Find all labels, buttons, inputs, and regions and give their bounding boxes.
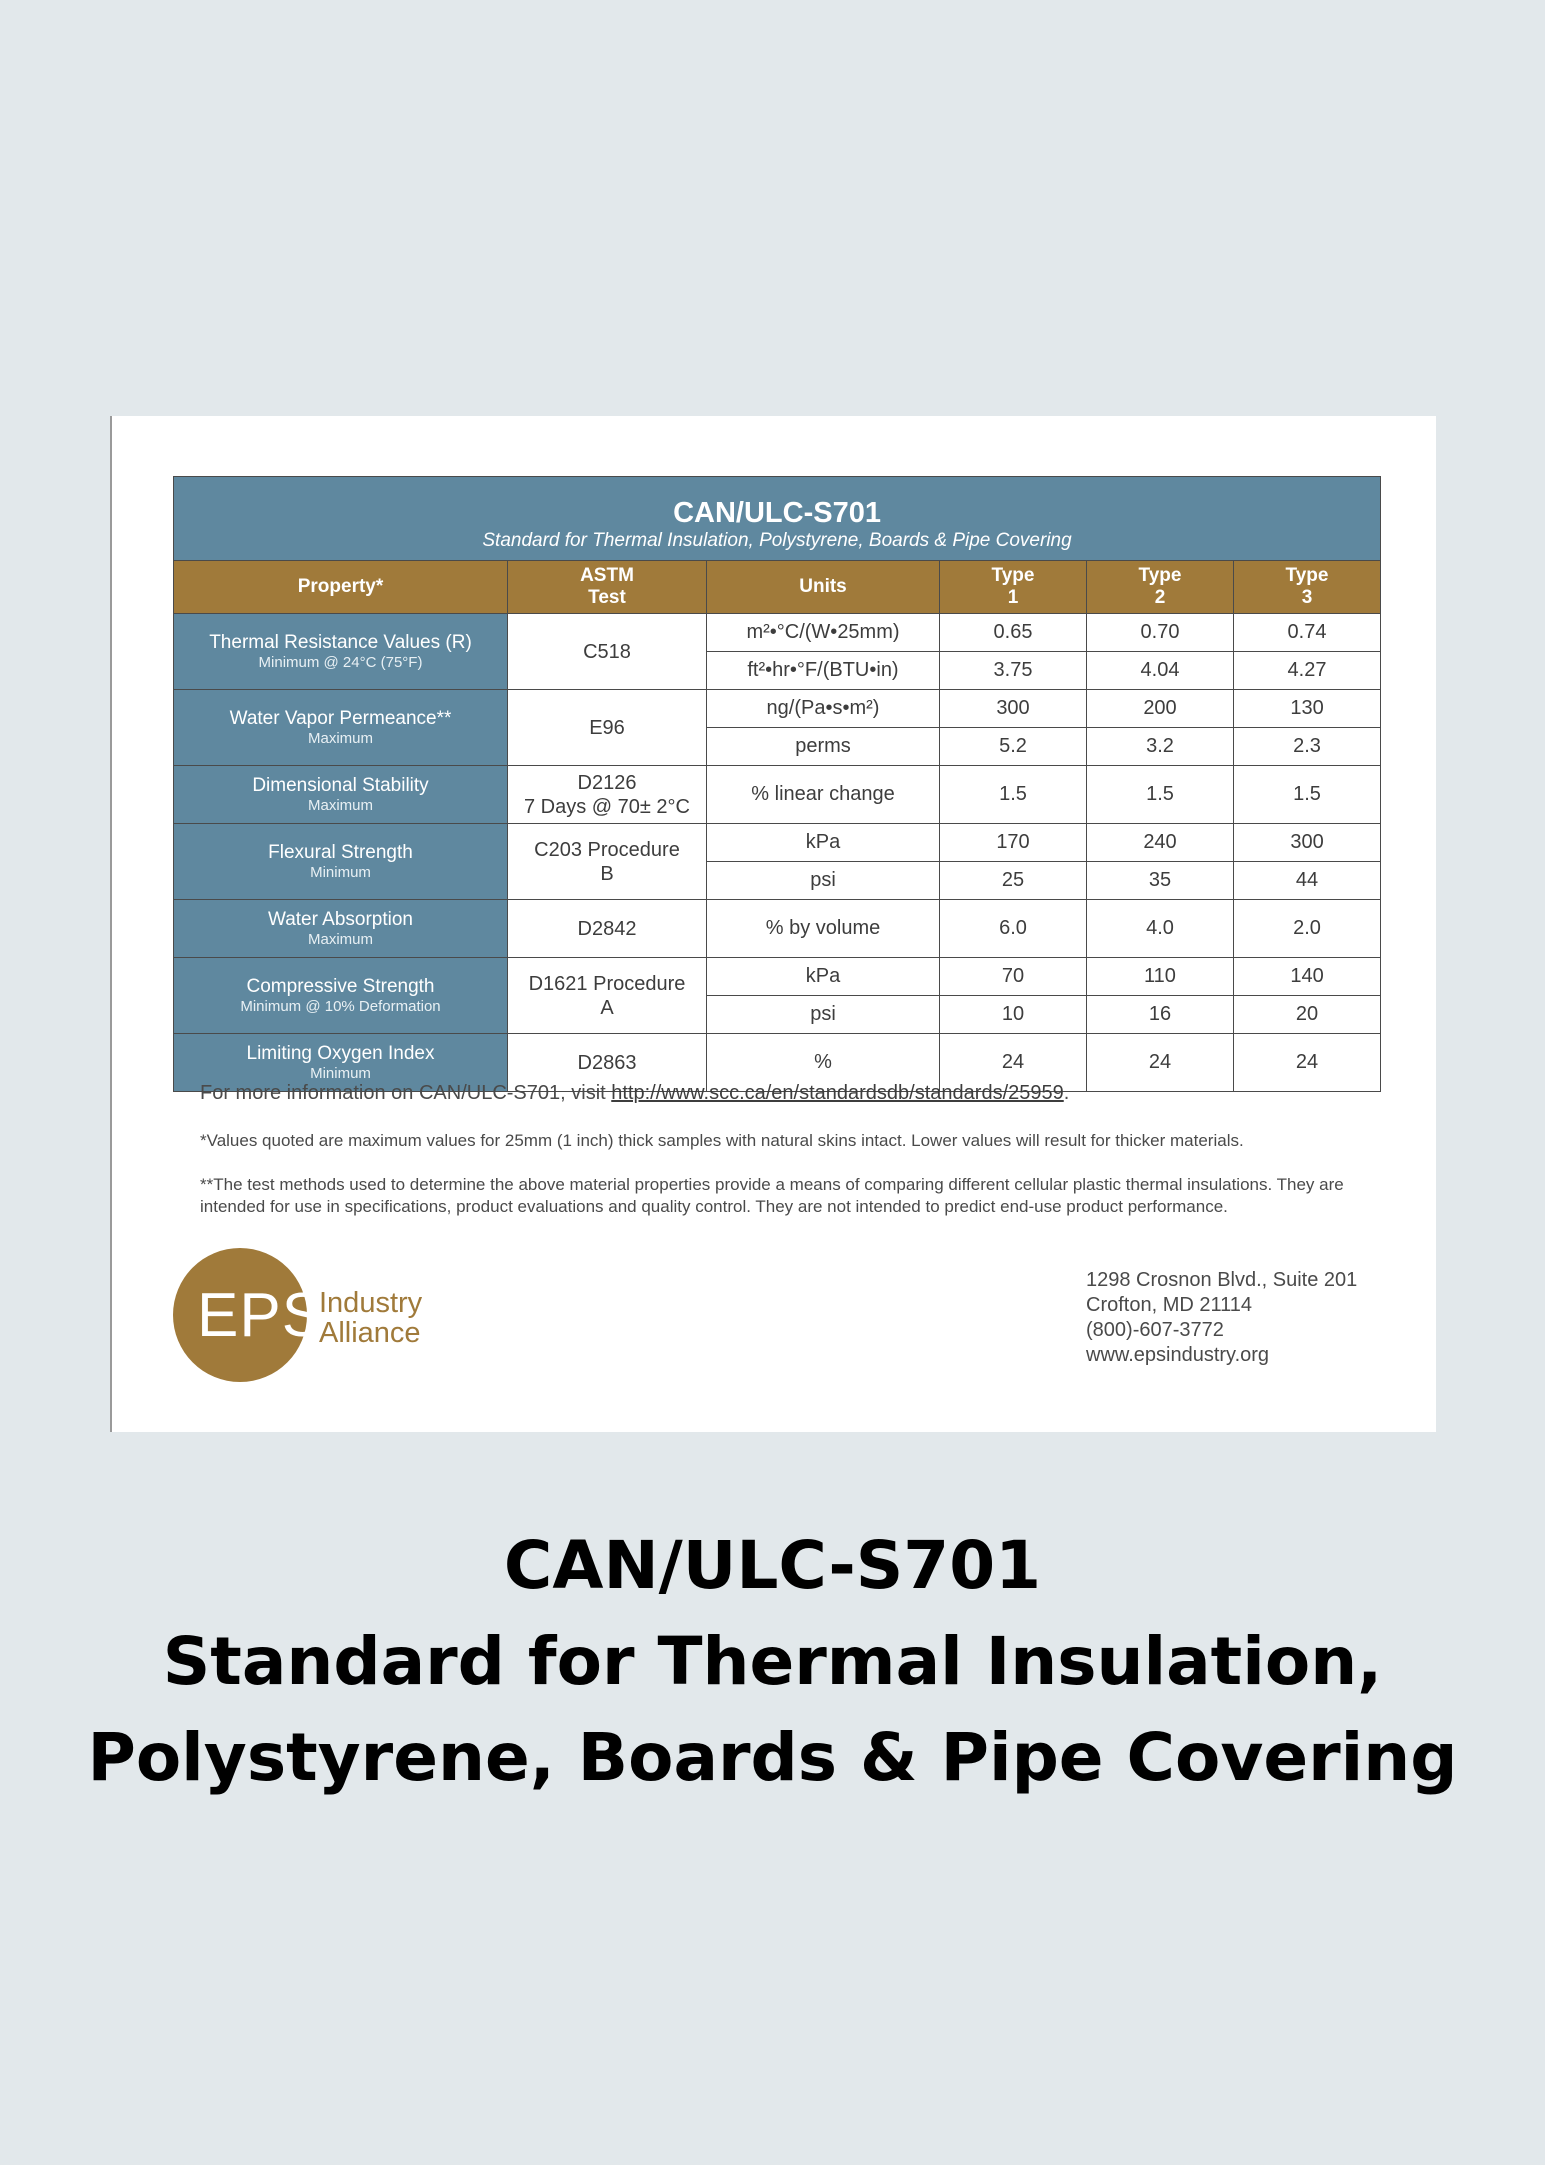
value-cell: 0.65 bbox=[940, 614, 1087, 652]
property-cell-thermal bbox=[174, 614, 508, 690]
caption-line3: Polystyrene, Boards & Pipe Covering bbox=[87, 1719, 1458, 1796]
astm-cell: E96 bbox=[508, 690, 707, 766]
astm-cell bbox=[508, 824, 707, 900]
astm-cell bbox=[508, 958, 707, 1034]
value-cell: 6.0 bbox=[940, 900, 1087, 958]
astm-line2: A bbox=[600, 996, 614, 1019]
property-qualifier: Maximum bbox=[307, 931, 373, 948]
header-type2 bbox=[1087, 561, 1234, 614]
property-qualifier: Minimum bbox=[310, 1065, 371, 1082]
table-banner bbox=[174, 477, 1381, 561]
units-cell: kPa bbox=[707, 824, 940, 862]
units-cell: % bbox=[707, 1034, 940, 1092]
units-cell: psi bbox=[707, 862, 940, 900]
value-cell: 5.2 bbox=[940, 728, 1087, 766]
table-row bbox=[174, 690, 1381, 728]
page-caption bbox=[0, 1518, 1545, 1806]
more-info-prefix: For more information on CAN/ULC-S701, visit bbox=[200, 1082, 612, 1104]
header-type3-line2: 3 bbox=[1301, 587, 1313, 608]
more-info-suffix: . bbox=[1063, 1082, 1070, 1104]
value-cell: 4.0 bbox=[1087, 900, 1234, 958]
astm-line2: B bbox=[600, 862, 614, 885]
more-info-line bbox=[200, 1082, 1069, 1105]
units-cell: kPa bbox=[707, 958, 940, 996]
header-type3 bbox=[1234, 561, 1381, 614]
header-type1-line2: 1 bbox=[1007, 587, 1019, 608]
value-cell: 300 bbox=[1234, 824, 1381, 862]
table-row bbox=[174, 824, 1381, 862]
property-qualifier: Maximum bbox=[307, 730, 373, 747]
header-astm-line1: ASTM bbox=[580, 565, 634, 586]
astm-line1: C203 Procedure bbox=[534, 838, 680, 861]
header-type2-line1: Type bbox=[1138, 565, 1182, 586]
units-cell: % by volume bbox=[707, 900, 940, 958]
units-cell: % linear change bbox=[707, 766, 940, 824]
address-city: Crofton, MD 21114 bbox=[1086, 1294, 1253, 1316]
property-name: Water Absorption bbox=[267, 909, 414, 930]
astm-line1: D1621 Procedure bbox=[528, 972, 686, 995]
table-row bbox=[174, 614, 1381, 652]
property-name: Water Vapor Permeance** bbox=[229, 708, 452, 729]
property-qualifier: Minimum @ 10% Deformation bbox=[240, 998, 441, 1015]
value-cell: 0.70 bbox=[1087, 614, 1234, 652]
property-cell-flexural bbox=[174, 824, 508, 900]
header-astm-line2: Test bbox=[588, 587, 626, 608]
value-cell: 110 bbox=[1087, 958, 1234, 996]
value-cell: 300 bbox=[940, 690, 1087, 728]
property-qualifier: Maximum bbox=[307, 797, 373, 814]
property-name: Thermal Resistance Values (R) bbox=[209, 632, 472, 653]
address-web: www.epsindustry.org bbox=[1086, 1344, 1270, 1366]
astm-line2: 7 Days @ 70± 2°C bbox=[523, 795, 690, 818]
units-cell: perms bbox=[707, 728, 940, 766]
property-name: Flexural Strength bbox=[268, 842, 413, 863]
footnote-values: *Values quoted are maximum values for 25mm (1 inch) thick samples with natural skins intact. Lower values will result for thicker materials. bbox=[200, 1131, 1244, 1150]
property-name: Dimensional Stability bbox=[252, 775, 429, 796]
header-property: Property* bbox=[174, 561, 508, 614]
value-cell: 3.2 bbox=[1087, 728, 1234, 766]
logo-line2: Alliance bbox=[319, 1317, 421, 1349]
address-phone: (800)-607-3772 bbox=[1086, 1319, 1224, 1341]
value-cell: 2.3 bbox=[1234, 728, 1381, 766]
table-header-row bbox=[174, 561, 1381, 614]
table-row bbox=[174, 766, 1381, 824]
address-block bbox=[1086, 1268, 1357, 1368]
value-cell: 1.5 bbox=[1087, 766, 1234, 824]
property-cell-vapor bbox=[174, 690, 508, 766]
table-row bbox=[174, 958, 1381, 996]
property-cell-absorption bbox=[174, 900, 508, 958]
header-type1-line1: Type bbox=[991, 565, 1035, 586]
value-cell: 140 bbox=[1234, 958, 1381, 996]
value-cell: 25 bbox=[940, 862, 1087, 900]
units-cell: psi bbox=[707, 996, 940, 1034]
value-cell: 0.74 bbox=[1234, 614, 1381, 652]
astm-cell: D2842 bbox=[508, 900, 707, 958]
value-cell: 24 bbox=[940, 1034, 1087, 1092]
value-cell: 16 bbox=[1087, 996, 1234, 1034]
address-street: 1298 Crosnon Blvd., Suite 201 bbox=[1086, 1269, 1358, 1291]
value-cell: 10 bbox=[940, 996, 1087, 1034]
header-type3-line1: Type bbox=[1285, 565, 1329, 586]
property-cell-dimensional bbox=[174, 766, 508, 824]
property-name: Compressive Strength bbox=[246, 976, 435, 997]
header-type2-line2: 2 bbox=[1154, 587, 1166, 608]
value-cell: 20 bbox=[1234, 996, 1381, 1034]
header-type1 bbox=[940, 561, 1087, 614]
eps-logo bbox=[173, 1248, 473, 1388]
astm-line1: D2126 bbox=[577, 771, 637, 794]
value-cell: 170 bbox=[940, 824, 1087, 862]
property-qualifier: Minimum bbox=[310, 864, 371, 881]
value-cell: 24 bbox=[1234, 1034, 1381, 1092]
value-cell: 4.27 bbox=[1234, 652, 1381, 690]
value-cell: 240 bbox=[1087, 824, 1234, 862]
logo-line1: Industry bbox=[319, 1287, 423, 1319]
value-cell: 130 bbox=[1234, 690, 1381, 728]
value-cell: 2.0 bbox=[1234, 900, 1381, 958]
value-cell: 1.5 bbox=[940, 766, 1087, 824]
value-cell: 44 bbox=[1234, 862, 1381, 900]
property-name: Limiting Oxygen Index bbox=[246, 1043, 435, 1064]
property-qualifier: Minimum @ 24°C (75°F) bbox=[258, 654, 423, 671]
value-cell: 4.04 bbox=[1087, 652, 1234, 690]
value-cell: 35 bbox=[1087, 862, 1234, 900]
header-units: Units bbox=[707, 561, 940, 614]
spec-sheet bbox=[110, 416, 1436, 1432]
astm-cell: D2863 bbox=[508, 1034, 707, 1092]
header-astm bbox=[508, 561, 707, 614]
value-cell: 3.75 bbox=[940, 652, 1087, 690]
table-row bbox=[174, 900, 1381, 958]
units-cell: m²•°C/(W•25mm) bbox=[707, 614, 940, 652]
value-cell: 1.5 bbox=[1234, 766, 1381, 824]
spec-table bbox=[173, 476, 1381, 1092]
value-cell: 70 bbox=[940, 958, 1087, 996]
value-cell: 24 bbox=[1087, 1034, 1234, 1092]
value-cell: 200 bbox=[1087, 690, 1234, 728]
astm-cell bbox=[508, 766, 707, 824]
logo-mark: EPS bbox=[197, 1281, 325, 1350]
footnote-methods: **The test methods used to determine the above material properties provide a means of comparing different cellular plastic thermal insulations. They are intended for use in specifications, product evaluations and quality control. They are not intended to predict end-use product performance. bbox=[200, 1175, 1344, 1216]
units-cell: ng/(Pa•s•m²) bbox=[707, 690, 940, 728]
more-info-link[interactable]: http://www.scc.ca/en/standardsdb/standards/25959 bbox=[611, 1082, 1064, 1104]
property-cell-compressive bbox=[174, 958, 508, 1034]
caption-line1: CAN/ULC-S701 bbox=[503, 1527, 1042, 1604]
caption-line2: Standard for Thermal Insulation, bbox=[162, 1623, 1383, 1700]
astm-cell: C518 bbox=[508, 614, 707, 690]
units-cell: ft²•hr•°F/(BTU•in) bbox=[707, 652, 940, 690]
table-subtitle: Standard for Thermal Insulation, Polystyrene, Boards & Pipe Covering bbox=[482, 529, 1072, 551]
table-title: CAN/ULC-S701 bbox=[673, 496, 881, 529]
